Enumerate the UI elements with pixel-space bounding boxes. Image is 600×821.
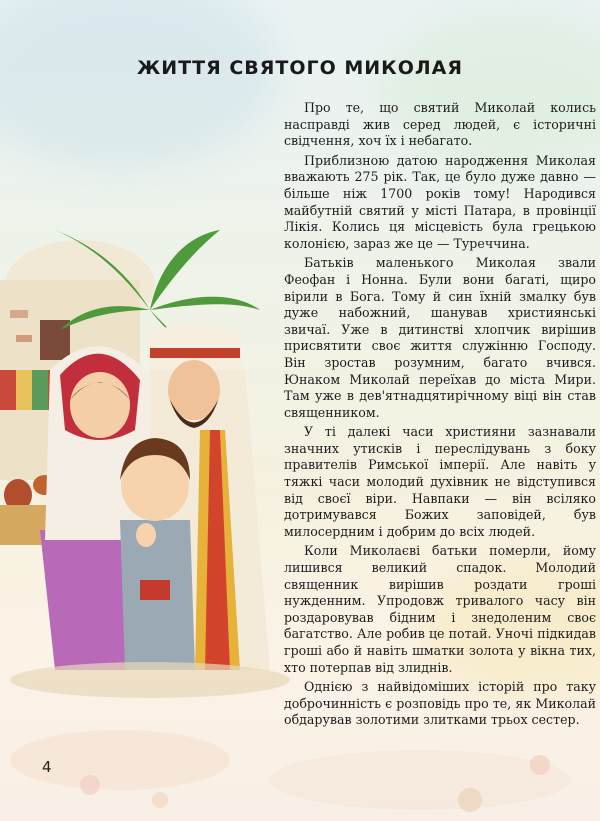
page-number: 4 [42, 758, 52, 776]
paragraph: Про те, що святий Миколай колись насправді жив серед людей, є історичні свідчення, хоч їх і небагато. [284, 100, 596, 149]
paragraph: Приблизною датою народження Миколая вважають 275 рік. Так, це було дуже давно — більше ніж 1700 років тому! Народився майбутній святий у місті Патара, в провінції Лікія. Колись ця місцевість була грецькою колонією, зараз же це — Туреччина. [284, 152, 596, 251]
background-wash [0, 0, 280, 170]
paragraph: У ті далекі часи християни зазнавали значних утисків і переслідувань з боку правителів Римської імперії. Але навіть у тяжкі часи молодий духівник не відступився від своєї віри. Навпаки — він всіляко дотримувався Божих заповідей, був милосердним і добрим до всіх людей. [284, 424, 596, 539]
paragraph: Коли Миколаєві батьки померли, йому лишився великий спадок. Молодий священник вирішив роздати гроші нужденним. Упродовж тривалого часу він роздаровував бідним і знедоленим своє багатство. Але робив це потай. Уночі підкидав гроші або й навіть шматки золота у вікна тих, хто потерпав від злиднів. [284, 543, 596, 675]
paragraph: Однією з найвідоміших історій про таку доброчинність є розповідь про те, як Миколай обдарував золотими злитками трьох сестер. [284, 679, 596, 728]
brick [16, 335, 32, 342]
paragraph: Батьків маленького Миколая звали Феофан і Нонна. Були вони багаті, щиро вірили в Бога. Тому й син їхній змалку був дуже набожний, шанував християнські звичаї. Уже в дитинстві хлопчик вирішив присвятити своє життя служінню Господу. Він зростав розумним, багато вчився. Юнаком Миколай переїхав до міста Мири. Там уже в дев'ятнадцятирічному віці він став священником. [284, 255, 596, 420]
boy-figure [120, 438, 195, 670]
brick [10, 310, 28, 318]
story-text [284, 100, 596, 732]
page-title: ЖИТТЯ СВЯТОГО МИКОЛАЯ [137, 56, 463, 79]
family-illustration [0, 200, 300, 720]
